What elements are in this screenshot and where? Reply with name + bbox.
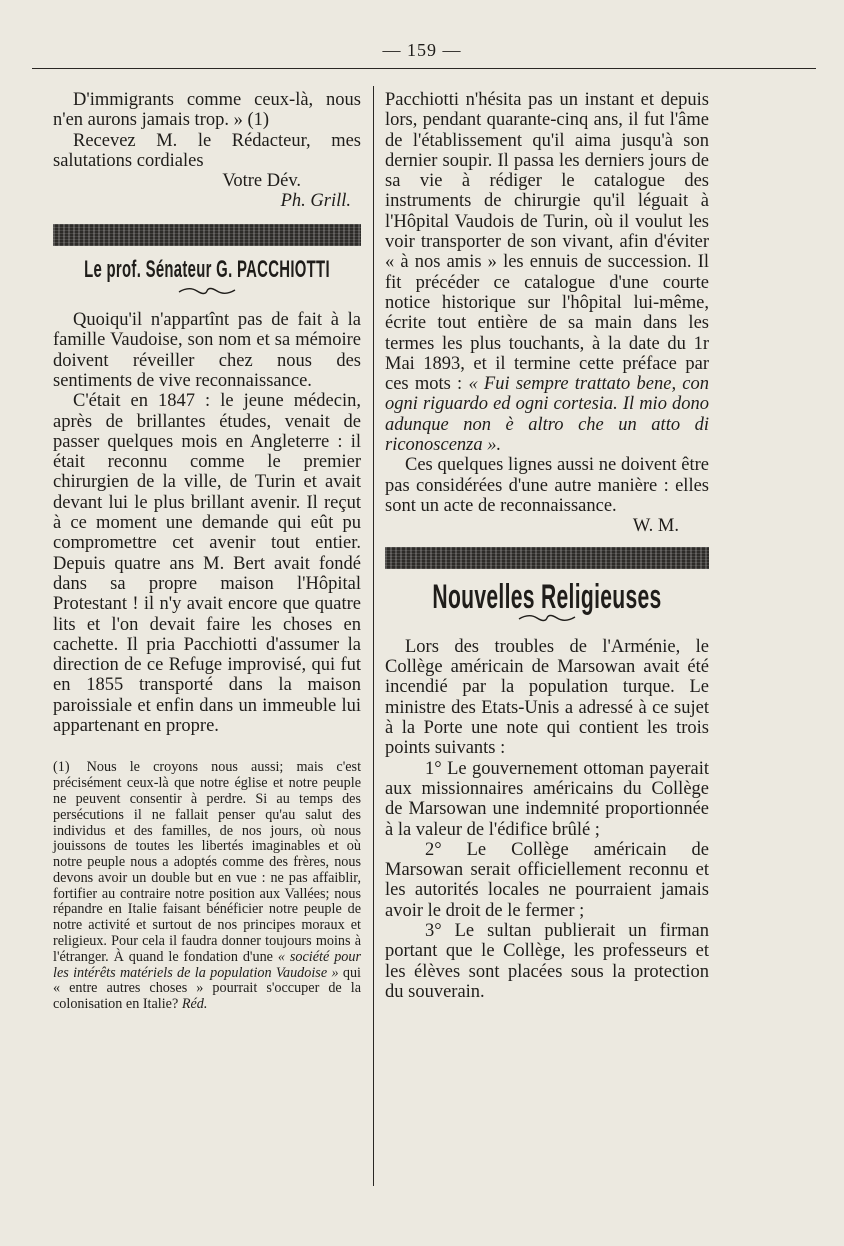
footnote-italic: « société pour les intérêts matériels de la population Vaudoise »	[53, 948, 362, 981]
article-signature: W. M.	[632, 516, 679, 537]
decorative-bar	[53, 224, 361, 246]
footnote	[53, 760, 361, 1013]
section-title: Nouvelles Religieuses	[432, 577, 662, 616]
footnote-text-1: Nous le croyons nous aussi; mais c'est précisément ceux-là que notre église et notre peuple ne peuvent consentir à perdre. Si au temps des persécutions il ne fallait penser qu'au salut des individus et des familles, de nos jours, où nous jouissons de toutes les libertés imaginables et où notre peuple nous a adoptés comme des frères, nous devons avoir un double but en vue : ne pas affaiblir, fortifier au contraire notre position aux Vallées; nous répandre en Italie faisant bénéficier notre peuple de notre activité et surtout de nos principes moraux et religieux. Pour cela il faudra donner toujours moins à l'étranger. À quand le fondation d'une	[53, 759, 362, 965]
footnote-ref: (1)	[53, 759, 70, 776]
article-paragraph-2: C'était en 1847 : le jeune médecin, après de brillantes études, venait de passer quelques mois en Angleterre : il était reconnu comme le premier chirurgien de la ville, de Turin et avait devant lui le plus brillant avenir. Il reçut à ce moment une demande qui eût pu compromettre cet avenir tout entier. Depuis quatre ans M. Bert avait fondé dans sa propre maison l'Hôpital Protestant ! il n'y avait encore que quatre lits et l'on devait faire les choses en cachette. Il pria Pacchiotti d'assumer la direction de ce Refuge improvisé, qui fut en 1855 transporté dans la maison paroissiale et enfin dans un immeuble lui appartenant en propre.	[53, 391, 361, 737]
letter-closing-paragraph: D'immigrants comme ceux-là, nous n'en aurons jamais trop. » (1)	[53, 90, 361, 131]
page-number: — 159 —	[382, 40, 462, 60]
closing-paragraph: Ces quelques lignes aussi ne doivent être pas considérées d'une autre manière : elles sont un acte de reconnaissance.	[385, 455, 709, 516]
news-point-1: 1° Le gouvernement ottoman payerait aux missionnaires américains du Collège de Marsowan une indemnité proportionnée à la valeur de l'édifice brûlé ;	[385, 758, 709, 840]
column-divider	[373, 86, 374, 1186]
continued-paragraph	[385, 90, 709, 455]
footnote-signature: Réd.	[181, 996, 208, 1013]
news-point-3: 3° Le sultan publierait un firman portant que le Collège, les professeurs et les élèves sont placées sous la protection du souverain.	[385, 920, 709, 1002]
article-paragraph-1: Quoiqu'il n'appartînt pas de fait à la famille Vaudoise, son nom et sa mémoire doivent réveiller chez nous des sentiments de vive reconnaissance.	[53, 310, 361, 391]
article-title: Le prof. Sénateur G. PACCHIOTTI	[84, 255, 330, 283]
flourish-ornament	[177, 286, 237, 296]
header-rule	[32, 68, 816, 69]
left-column	[53, 90, 361, 1013]
letter-signature: Ph. Grill.	[280, 191, 351, 212]
letter-votre-dev: Votre Dév.	[222, 171, 301, 192]
footnote-text-2: qui « entre autres choses » pourrait s'occuper de la colonisation en Italie?	[53, 964, 361, 1013]
right-column	[385, 90, 709, 1002]
news-point-2: 2° Le Collège américain de Marsowan serait officiellement reconnu et les autorités locales ne pourraient jamais avoir le droit de le fermer ;	[385, 839, 709, 921]
decorative-bar-right	[385, 547, 709, 569]
continued-paragraph-text: Pacchiotti n'hésita pas un instant et depuis lors, pendant quarante-cinq ans, il fut l'âme de l'établissement qu'il aima jusqu'à son dernier soupir. Il passa les derniers jours de sa vie à rédiger le catalogue des instruments de chirurgie qu'il léguait à l'Hôpital Vaudois de Turin, où il voulut les voir transporter de son vivant, afin d'éviter « à nos amis » les ennuis de succession. Il fit précéder ce catalogue d'une courte notice historique sur l'hôpital lui-même, écrite tout entière de sa main dans les termes les plus touchants, à la date du 1r Mai 1893, et il termine cette préface par ces mots :	[385, 90, 709, 395]
news-intro: Lors des troubles de l'Arménie, le Collège américain de Marsowan avait été incendié par la population turque. Le ministre des Etats-Unis a adressé à ce sujet à la Porte une note qui contient les trois points suivants :	[385, 636, 709, 759]
italian-quote: « Fui sempre trattato bene, con ogni riguardo ed ogni cortesia. Il mio dono adunque non è altro che un atto di riconoscenza ».	[385, 374, 710, 456]
letter-salutation: Recevez M. le Rédacteur, mes salutations cordiales	[53, 130, 361, 171]
